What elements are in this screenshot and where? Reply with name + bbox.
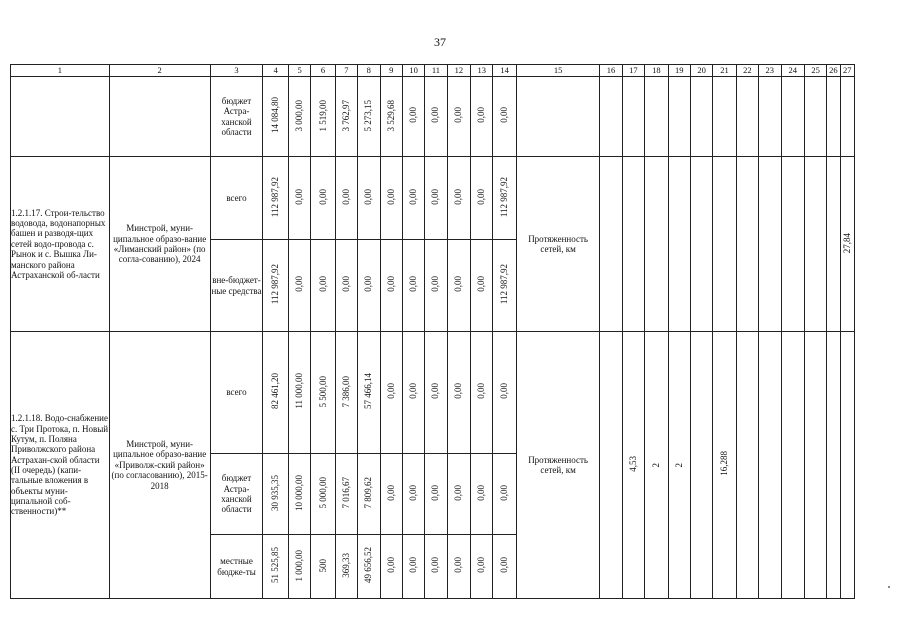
value-cell: 0,00 xyxy=(471,77,493,157)
empty-cell xyxy=(668,77,690,157)
col-num: 15 xyxy=(516,65,599,77)
empty-cell xyxy=(11,77,110,157)
indicator-value: 2 xyxy=(645,332,668,599)
value-cell: 0,00 xyxy=(447,332,470,454)
value-cell: 0,00 xyxy=(402,77,424,157)
value-cell: 11 000,00 xyxy=(288,332,310,454)
value-cell: 112 987,92 xyxy=(493,157,516,240)
funding-source: всего xyxy=(210,332,263,454)
empty-cell xyxy=(827,332,840,599)
empty-cell xyxy=(713,157,736,332)
funding-source: бюджет Астра-ханской области xyxy=(210,77,263,157)
table-row xyxy=(11,157,855,240)
col-num: 23 xyxy=(759,65,781,77)
value-cell: 0,00 xyxy=(402,454,424,535)
col-num: 27 xyxy=(840,65,854,77)
value-cell: 0,00 xyxy=(335,240,357,332)
value-cell: 14 084,80 xyxy=(263,77,288,157)
value-cell: 7 386,00 xyxy=(335,332,357,454)
empty-cell xyxy=(600,157,622,332)
measure-name: 1.2.1.17. Строи-тельство водовода, водонапорных башен и разводя-щих сетей водо-провода с. Рынок и с. Вышка Ли-манского района Астраханской об-ласти xyxy=(11,157,110,332)
value-cell: 112 987,92 xyxy=(263,157,288,240)
empty-cell xyxy=(781,332,804,599)
empty-cell xyxy=(645,77,668,157)
measure-name: 1.2.1.18. Водо-снабжение с. Три Протока, п. Новый Кутум, п. Поляна Приволжского района Астрахан-ской области (II очередь) (капи-тальные вложения в объекты муни-ципальной соб-ственности)** xyxy=(11,332,110,599)
col-num: 21 xyxy=(713,65,736,77)
indicator-name: Протяженность сетей, км xyxy=(516,332,599,599)
value-cell: 7 016,67 xyxy=(335,454,357,535)
table-row xyxy=(11,332,855,454)
value-cell: 0,00 xyxy=(471,240,493,332)
value-cell: 0,00 xyxy=(447,454,470,535)
value-cell: 0,00 xyxy=(402,332,424,454)
col-num: 19 xyxy=(668,65,690,77)
empty-cell xyxy=(713,77,736,157)
value-cell: 0,00 xyxy=(471,157,493,240)
empty-cell xyxy=(600,332,622,599)
empty-cell xyxy=(759,77,781,157)
value-cell: 0,00 xyxy=(493,535,516,599)
empty-cell xyxy=(804,332,826,599)
funding-source: всего xyxy=(210,157,263,240)
value-cell: 0,00 xyxy=(425,332,447,454)
empty-cell xyxy=(736,77,758,157)
empty-cell xyxy=(781,157,804,332)
empty-cell xyxy=(109,77,210,157)
col-num: 20 xyxy=(690,65,712,77)
indicator-value: 2 xyxy=(668,332,690,599)
col-num: 14 xyxy=(493,65,516,77)
col-num: 24 xyxy=(781,65,804,77)
scan-speck xyxy=(888,586,890,588)
value-cell: 112 987,92 xyxy=(493,240,516,332)
empty-cell xyxy=(781,77,804,157)
program-table xyxy=(10,64,855,599)
value-cell: 3 000,00 xyxy=(288,77,310,157)
value-cell: 0,00 xyxy=(311,157,335,240)
col-num: 1 xyxy=(11,65,110,77)
empty-cell xyxy=(622,157,644,332)
value-cell: 0,00 xyxy=(493,332,516,454)
value-cell: 3 529,68 xyxy=(380,77,402,157)
col-num: 26 xyxy=(827,65,840,77)
value-cell: 0,00 xyxy=(380,454,402,535)
table-row xyxy=(11,77,855,157)
value-cell: 0,00 xyxy=(380,157,402,240)
empty-cell xyxy=(759,332,781,599)
empty-cell xyxy=(645,157,668,332)
value-cell: 0,00 xyxy=(335,157,357,240)
empty-cell xyxy=(759,157,781,332)
indicator-name: Протяженность сетей, км xyxy=(516,157,599,332)
empty-cell xyxy=(516,77,599,157)
empty-cell xyxy=(840,77,854,157)
value-cell: 112 987,92 xyxy=(263,240,288,332)
col-num: 10 xyxy=(402,65,424,77)
empty-cell xyxy=(827,157,840,332)
executor: Минстрой, муни-ципальное образо-вание «Приволж-ский район» (по согласованию), 2015-2018 xyxy=(109,332,210,599)
funding-source: местные бюдже-ты xyxy=(210,535,263,599)
col-num: 4 xyxy=(263,65,288,77)
value-cell: 0,00 xyxy=(447,240,470,332)
empty-cell xyxy=(804,157,826,332)
indicator-value: 16,288 xyxy=(713,332,736,599)
empty-cell xyxy=(600,77,622,157)
col-num: 8 xyxy=(358,65,380,77)
value-cell: 0,00 xyxy=(447,77,470,157)
value-cell: 0,00 xyxy=(425,240,447,332)
value-cell: 82 461,20 xyxy=(263,332,288,454)
value-cell: 0,00 xyxy=(493,454,516,535)
empty-cell xyxy=(690,157,712,332)
value-cell: 1 519,00 xyxy=(311,77,335,157)
value-cell: 57 466,14 xyxy=(358,332,380,454)
value-cell: 0,00 xyxy=(447,535,470,599)
value-cell: 51 525,85 xyxy=(263,535,288,599)
value-cell: 0,00 xyxy=(447,157,470,240)
col-num: 3 xyxy=(210,65,263,77)
indicator-value: 4,53 xyxy=(622,332,644,599)
value-cell: 0,00 xyxy=(402,157,424,240)
value-cell: 0,00 xyxy=(380,240,402,332)
value-cell: 0,00 xyxy=(493,77,516,157)
col-num: 11 xyxy=(425,65,447,77)
empty-cell xyxy=(690,77,712,157)
empty-cell xyxy=(804,77,826,157)
empty-cell xyxy=(827,77,840,157)
value-cell: 5 500,00 xyxy=(311,332,335,454)
value-cell: 3 762,97 xyxy=(335,77,357,157)
column-number-row xyxy=(11,65,855,77)
value-cell: 7 809,62 xyxy=(358,454,380,535)
value-cell: 369,33 xyxy=(335,535,357,599)
value-cell: 0,00 xyxy=(288,157,310,240)
empty-cell xyxy=(736,157,758,332)
indicator-value: 27,84 xyxy=(840,157,854,332)
value-cell: 0,00 xyxy=(471,332,493,454)
col-num: 13 xyxy=(471,65,493,77)
col-num: 6 xyxy=(311,65,335,77)
col-num: 9 xyxy=(380,65,402,77)
funding-source: бюджет Астра-ханской области xyxy=(210,454,263,535)
value-cell: 10 000,00 xyxy=(288,454,310,535)
col-num: 7 xyxy=(335,65,357,77)
value-cell: 0,00 xyxy=(380,332,402,454)
value-cell: 30 935,35 xyxy=(263,454,288,535)
value-cell: 1 000,00 xyxy=(288,535,310,599)
value-cell: 0,00 xyxy=(402,240,424,332)
col-num: 12 xyxy=(447,65,470,77)
page-number: 37 xyxy=(434,35,446,49)
value-cell: 49 656,52 xyxy=(358,535,380,599)
value-cell: 0,00 xyxy=(425,157,447,240)
value-cell: 5 000,00 xyxy=(311,454,335,535)
empty-cell xyxy=(840,332,854,599)
empty-cell xyxy=(622,77,644,157)
empty-cell xyxy=(668,157,690,332)
col-num: 22 xyxy=(736,65,758,77)
value-cell: 0,00 xyxy=(402,535,424,599)
value-cell: 0,00 xyxy=(311,240,335,332)
col-num: 25 xyxy=(804,65,826,77)
col-num: 16 xyxy=(600,65,622,77)
value-cell: 5 273,15 xyxy=(358,77,380,157)
value-cell: 0,00 xyxy=(425,535,447,599)
empty-cell xyxy=(736,332,758,599)
value-cell: 0,00 xyxy=(288,240,310,332)
value-cell: 0,00 xyxy=(358,240,380,332)
value-cell: 0,00 xyxy=(471,535,493,599)
value-cell: 0,00 xyxy=(471,454,493,535)
col-num: 18 xyxy=(645,65,668,77)
executor: Минстрой, муни-ципальное образо-вание «Лиманский район» (по согла-сованию), 2024 xyxy=(109,157,210,332)
col-num: 17 xyxy=(622,65,644,77)
value-cell: 0,00 xyxy=(425,77,447,157)
value-cell: 500 xyxy=(311,535,335,599)
value-cell: 0,00 xyxy=(380,535,402,599)
value-cell: 0,00 xyxy=(425,454,447,535)
col-num: 2 xyxy=(109,65,210,77)
value-cell: 0,00 xyxy=(358,157,380,240)
indicator-value xyxy=(690,332,712,599)
col-num: 5 xyxy=(288,65,310,77)
funding-source: вне-бюджет-ные средства xyxy=(210,240,263,332)
